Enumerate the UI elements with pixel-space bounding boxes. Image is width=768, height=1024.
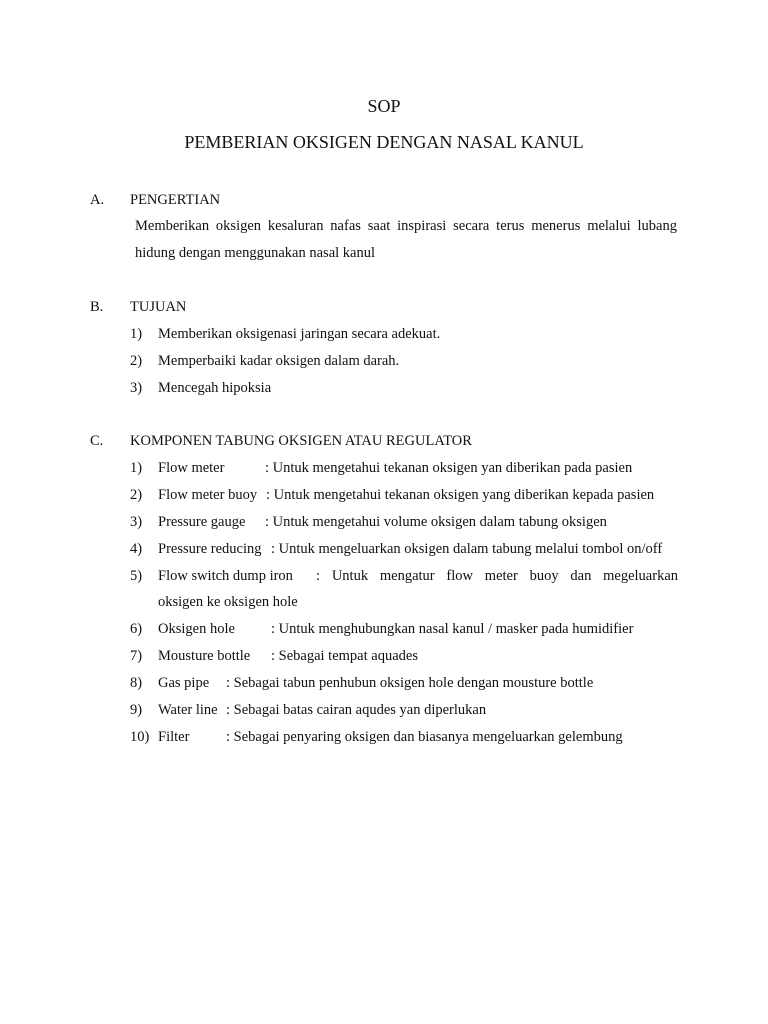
component-description: : Untuk mengeluarkan oksigen dalam tabung melalui tombol on/off [271, 541, 663, 557]
component-name: Filter [158, 729, 190, 745]
component-description: : Untuk menghubungkan nasal kanul / masker pada humidifier [271, 621, 634, 637]
component-item [0, 646, 768, 673]
component-name: Flow meter [158, 460, 225, 476]
component-number: 8) [130, 675, 143, 691]
component-item [0, 512, 768, 539]
component-description: : Untuk mengetahui tekanan oksigen yan diberikan pada pasien [265, 460, 633, 476]
component-description: : Sebagai tabun penhubun oksigen hole dengan mousture bottle [226, 675, 594, 691]
component-number: 2) [130, 487, 143, 503]
component-description-continued: oksigen ke oksigen hole [158, 594, 298, 610]
component-number: 6) [130, 621, 143, 637]
list-item-number: 2) [130, 353, 143, 369]
list-item-text: Memperbaiki kadar oksigen dalam darah. [158, 353, 400, 369]
component-name: Flow switch dump iron [158, 568, 293, 584]
component-description: : Sebagai batas cairan aqudes yan diperlukan [226, 702, 487, 718]
component-item [0, 566, 768, 619]
list-item [0, 378, 768, 405]
component-number: 4) [130, 541, 143, 557]
list-item-number: 1) [130, 326, 143, 342]
list-item [0, 324, 768, 351]
section-a-letter: A. [90, 192, 105, 208]
section-b-heading: TUJUAN [130, 299, 187, 315]
component-description: : Untuk mengetahui volume oksigen dalam tabung oksigen [265, 514, 607, 530]
component-item [0, 727, 768, 754]
component-name: Oksigen hole [158, 621, 235, 637]
component-name: Mousture bottle [158, 648, 251, 664]
component-number: 10) [130, 729, 150, 745]
section-a-paragraph: Memberikan oksigen kesaluran nafas saat inspirasi secara terus menerus melalui lubang hidung dengan menggunakan nasal kanul [135, 218, 677, 261]
component-item [0, 485, 768, 512]
component-item [0, 539, 768, 566]
list-item [0, 351, 768, 378]
component-name: Water line [158, 702, 218, 718]
component-item [0, 458, 768, 485]
list-item-text: Mencegah hipoksia [158, 380, 272, 396]
section-c-letter: C. [90, 433, 104, 449]
section-c-heading: KOMPONEN TABUNG OKSIGEN ATAU REGULATOR [130, 433, 472, 449]
document-subtitle: PEMBERIAN OKSIGEN DENGAN NASAL KANUL [184, 132, 584, 152]
component-name: Pressure reducing [158, 541, 262, 557]
component-name: Pressure gauge [158, 514, 246, 530]
section-b-list [0, 324, 768, 405]
component-description: : Sebagai tempat aquades [271, 648, 418, 664]
list-item-text: Memberikan oksigenasi jaringan secara adekuat. [158, 326, 441, 342]
component-number: 7) [130, 648, 143, 664]
section-b-letter: B. [90, 299, 104, 315]
component-item [0, 673, 768, 700]
component-item [0, 619, 768, 646]
document-title: SOP [367, 96, 401, 116]
component-name: Flow meter buoy [158, 487, 258, 503]
list-item-number: 3) [130, 380, 143, 396]
section-c-list [0, 458, 768, 754]
section-a-heading: PENGERTIAN [130, 192, 221, 208]
component-item [0, 700, 768, 727]
component-number: 9) [130, 702, 143, 718]
component-description: : Sebagai penyaring oksigen dan biasanya mengeluarkan gelembung [226, 729, 623, 745]
component-name: Gas pipe [158, 675, 210, 691]
component-description: : Untuk mengatur flow meter buoy dan megeluarkan [316, 568, 678, 584]
component-description: : Untuk mengetahui tekanan oksigen yang diberikan kepada pasien [266, 487, 655, 503]
component-number: 5) [130, 568, 143, 584]
component-number: 1) [130, 460, 143, 476]
component-number: 3) [130, 514, 143, 530]
